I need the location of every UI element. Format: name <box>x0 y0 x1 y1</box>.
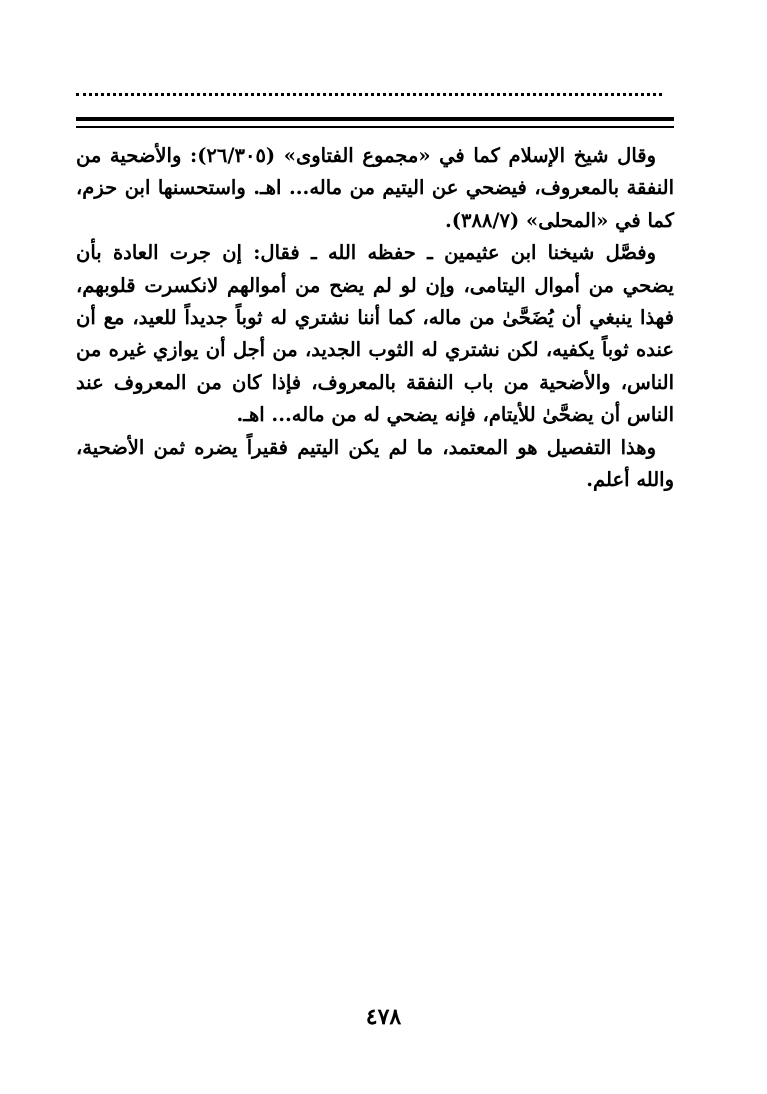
dotted-separator <box>76 79 662 96</box>
header-rule-thick <box>76 117 674 121</box>
page-number: ٤٧٨ <box>365 1004 402 1030</box>
header-rule-thin <box>76 126 674 128</box>
paragraph-ibn-taymiyyah: وقال شيخ الإسلام كما في «مجموع الفتاوى» (٢٦/٣٠٥): والأضحية من النفقة بالمعروف، فيضحي عن اليتيم من ماله... اهـ. واستحسنها ابن حزم، كما في «المحلى» (٣٨٨/٧). <box>76 144 674 232</box>
paragraph-ibn-uthaymeen: وفصَّل شيخنا ابن عثيمين ـ حفظه الله ـ فقال: إن جرت العادة بأن يضحي من أموال اليتامى، وإن لو لم يضح من أموالهم لانكسرت قلوبهم، فهذا ينبغي أن يُضَحَّىٰ من ماله، كما أننا نشتري له ثوباً جديداً للعيد، مع أن عنده ثوباً يكفيه، لكن نشتري له الثوب الجديد، من أجل أن يوازي غيره من الناس، والأضحية من باب النفقة بالمعروف، فإذا كان من المعروف عند الناس أن يضحَّىٰ للأيتام، فإنه يضحي له من ماله... اهـ. <box>76 241 674 427</box>
paragraph-conclusion: وهذا التفصيل هو المعتمد، ما لم يكن اليتيم فقيراً يضره ثمن الأضحية، والله أعلم. <box>76 435 674 492</box>
body-text <box>76 140 674 496</box>
